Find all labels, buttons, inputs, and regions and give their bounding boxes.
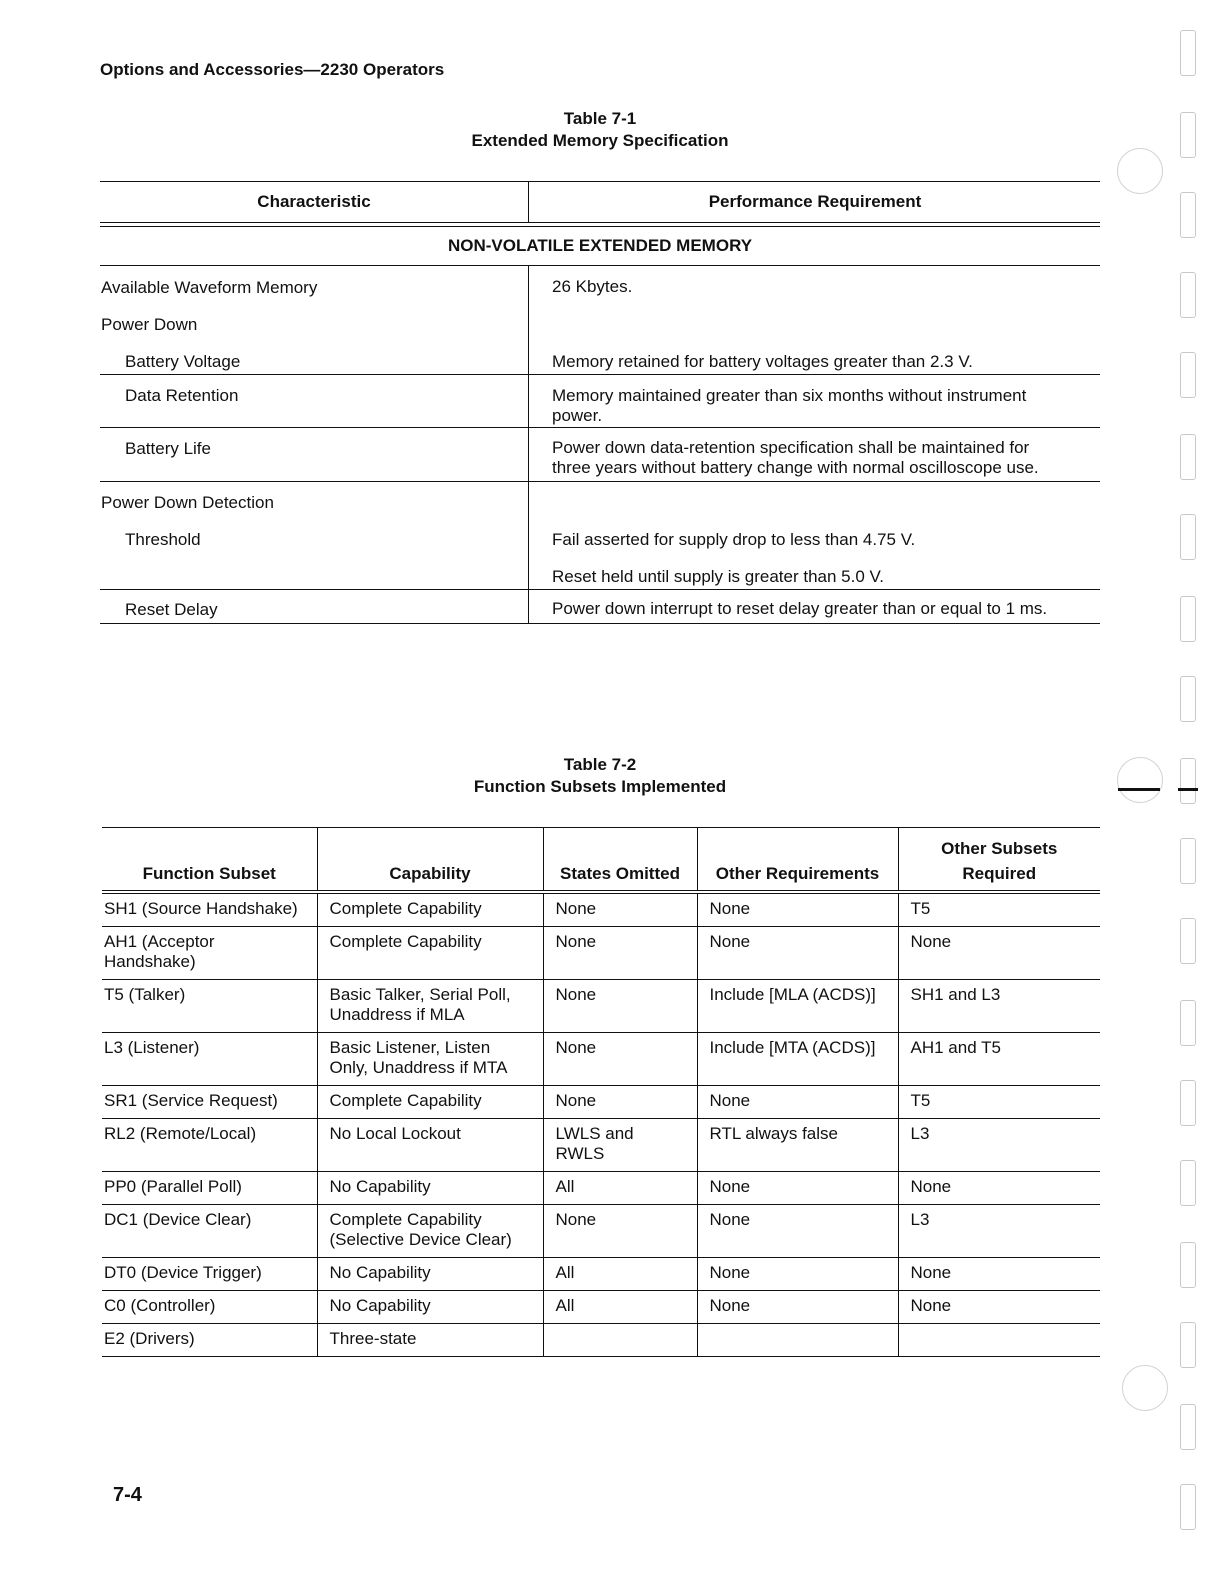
table-row: [102, 1324, 1100, 1357]
requirement-cell: Power down interrupt to reset delay greater than or equal to 1 ms.: [552, 599, 1048, 618]
table-7-1-caption: [100, 108, 1100, 152]
table-row: [102, 1119, 1100, 1172]
omitted-cell: None: [543, 1086, 697, 1119]
column-header-states-omitted: States Omitted: [543, 828, 697, 893]
other-requirements-cell: Include [MLA (ACDS)]: [697, 980, 898, 1033]
page-number: 7-4: [113, 1484, 142, 1506]
subset-cell: T5 (Talker): [102, 980, 317, 1033]
omitted-cell: None: [543, 892, 697, 927]
requirement-cell: Power down data-retention specification shall be maintained for: [552, 438, 1030, 457]
other-requirements-cell: None: [697, 1086, 898, 1119]
omitted-cell: LWLS and RWLS: [543, 1119, 697, 1172]
table-row: [102, 1258, 1100, 1291]
column-header-capability: Capability: [317, 828, 543, 893]
other-subsets-cell: SH1 and L3: [898, 980, 1100, 1033]
other-subsets-cell: AH1 and T5: [898, 1033, 1100, 1086]
table-row: [100, 482, 1100, 590]
other-requirements-cell: RTL always false: [697, 1119, 898, 1172]
other-requirements-cell: Include [MTA (ACDS)]: [697, 1033, 898, 1086]
omitted-cell: None: [543, 980, 697, 1033]
other-subsets-cell: L3: [898, 1119, 1100, 1172]
table-row: [102, 980, 1100, 1033]
characteristic-cell: Power Down Detection: [101, 493, 274, 512]
table-row: [100, 590, 1100, 624]
characteristic-cell: Battery Life: [125, 439, 211, 458]
table-title: Extended Memory Specification: [471, 131, 729, 150]
omitted-cell: [543, 1324, 697, 1357]
function-subsets-table: [102, 827, 1100, 1357]
capability-cell: Basic Talker, Serial Poll, Unaddress if MLA: [317, 980, 543, 1033]
extended-memory-table: [100, 181, 1100, 624]
characteristic-cell: Data Retention: [125, 386, 239, 405]
subset-cell: DT0 (Device Trigger): [102, 1258, 317, 1291]
other-subsets-cell: None: [898, 1172, 1100, 1205]
requirement-cell: Memory retained for battery voltages greater than 2.3 V.: [552, 352, 973, 371]
requirement-cell: Fail asserted for supply drop to less than 4.75 V.: [552, 530, 916, 549]
subset-cell: E2 (Drivers): [102, 1324, 317, 1357]
omitted-cell: None: [543, 927, 697, 980]
column-header-requirement: Performance Requirement: [708, 192, 922, 211]
table-row: [102, 927, 1100, 980]
capability-cell: Complete Capability (Selective Device Clear): [317, 1205, 543, 1258]
subset-cell: C0 (Controller): [102, 1291, 317, 1324]
omitted-cell: None: [543, 1205, 697, 1258]
other-subsets-cell: T5: [898, 892, 1100, 927]
capability-cell: Three-state: [317, 1324, 543, 1357]
table-number: Table 7-1: [563, 109, 637, 128]
other-requirements-cell: None: [697, 927, 898, 980]
omitted-cell: None: [543, 1033, 697, 1086]
table-7-2-caption: [100, 754, 1100, 798]
column-header-function-subset: Function Subset: [102, 828, 317, 893]
capability-cell: No Capability: [317, 1172, 543, 1205]
other-requirements-cell: None: [697, 1291, 898, 1324]
other-requirements-cell: None: [697, 1258, 898, 1291]
subset-cell: SR1 (Service Request): [102, 1086, 317, 1119]
column-header-other-subsets: Other Subsets Required: [898, 828, 1100, 893]
subset-cell: SH1 (Source Handshake): [102, 892, 317, 927]
characteristic-cell: Available Waveform Memory: [101, 278, 318, 297]
capability-cell: Complete Capability: [317, 927, 543, 980]
subset-cell: DC1 (Device Clear): [102, 1205, 317, 1258]
characteristic-cell: Power Down: [101, 315, 198, 334]
running-header: Options and Accessories—2230 Operators: [100, 60, 445, 79]
table-row: [102, 892, 1100, 927]
capability-cell: No Capability: [317, 1258, 543, 1291]
other-requirements-cell: None: [697, 1205, 898, 1258]
table-title: Function Subsets Implemented: [473, 777, 727, 796]
other-subsets-cell: T5: [898, 1086, 1100, 1119]
column-header-characteristic: Characteristic: [100, 182, 529, 222]
requirement-cell: power.: [552, 406, 603, 425]
capability-cell: No Local Lockout: [317, 1119, 543, 1172]
table-row: [102, 1086, 1100, 1119]
subset-cell: AH1 (Acceptor Handshake): [102, 927, 317, 980]
table-row: [102, 1172, 1100, 1205]
other-subsets-cell: [898, 1324, 1100, 1357]
requirement-cell: three years without battery change with normal oscilloscope use.: [552, 458, 1039, 477]
other-subsets-cell: None: [898, 1291, 1100, 1324]
characteristic-cell: Reset Delay: [125, 600, 218, 619]
other-requirements-cell: [697, 1324, 898, 1357]
table-header-row: [100, 181, 1100, 223]
table-row: [100, 375, 1100, 428]
capability-cell: Basic Listener, Listen Only, Unaddress if MTA: [317, 1033, 543, 1086]
other-requirements-cell: None: [697, 892, 898, 927]
section-heading: NON-VOLATILE EXTENDED MEMORY: [100, 227, 1100, 266]
table-row: [102, 1205, 1100, 1258]
other-requirements-cell: None: [697, 1172, 898, 1205]
column-header-other-requirements: Other Requirements: [697, 828, 898, 893]
table-number: Table 7-2: [563, 755, 637, 774]
subset-cell: L3 (Listener): [102, 1033, 317, 1086]
table-row: [102, 1033, 1100, 1086]
omitted-cell: All: [543, 1172, 697, 1205]
capability-cell: No Capability: [317, 1291, 543, 1324]
characteristic-cell: Battery Voltage: [125, 352, 241, 371]
capability-cell: Complete Capability: [317, 1086, 543, 1119]
other-subsets-cell: None: [898, 927, 1100, 980]
other-subsets-cell: None: [898, 1258, 1100, 1291]
subset-cell: RL2 (Remote/Local): [102, 1119, 317, 1172]
table-row: [100, 428, 1100, 482]
other-subsets-cell: L3: [898, 1205, 1100, 1258]
capability-cell: Complete Capability: [317, 892, 543, 927]
requirement-cell: 26 Kbytes.: [552, 277, 633, 296]
omitted-cell: All: [543, 1258, 697, 1291]
requirement-cell: Memory maintained greater than six months without instrument: [552, 386, 1027, 405]
table-header-row: [102, 828, 1100, 893]
subset-cell: PP0 (Parallel Poll): [102, 1172, 317, 1205]
characteristic-cell: Threshold: [125, 530, 201, 549]
requirement-cell: Reset held until supply is greater than 5.0 V.: [552, 567, 885, 586]
table-row: [102, 1291, 1100, 1324]
omitted-cell: All: [543, 1291, 697, 1324]
table-row: [100, 266, 1100, 375]
